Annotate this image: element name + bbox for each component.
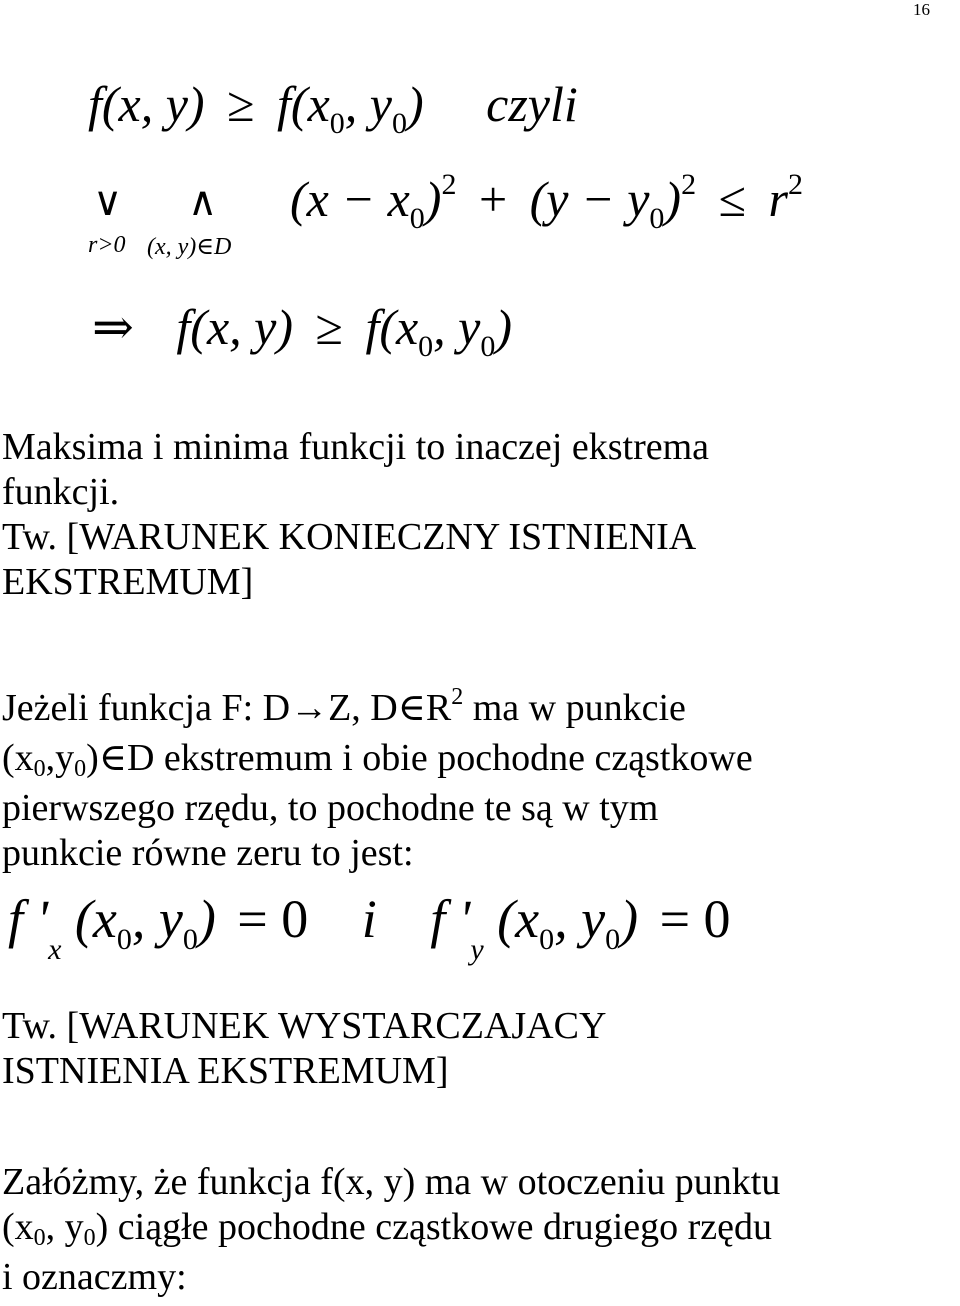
partial-fx: f ' [8, 889, 49, 949]
argument-close: ) [197, 889, 216, 949]
geq-symbol: ≥ [227, 76, 255, 132]
formula-sep: , y [433, 299, 481, 355]
exponent: 2 [681, 168, 697, 201]
formula-close: ) [406, 76, 424, 132]
text-line [2, 736, 753, 786]
term-y: (y − y [529, 171, 650, 227]
exponent: 2 [788, 168, 803, 201]
theorem-heading: Tw. [WARUNEK WYSTARCZAJACY [2, 1005, 607, 1047]
subscript: 0 [74, 756, 87, 782]
text-span: (x [2, 737, 34, 779]
implies-symbol: ⇒ [92, 299, 134, 355]
text-span: Z, D [328, 687, 398, 729]
text-line: Załóżmy, że funkcja f(x, y) ma w otoczeniu punktu [2, 1161, 781, 1203]
text-span: ) ciągłe pochodne cząstkowe drugiego rzędu [95, 1206, 772, 1248]
equals-zero: = 0 [659, 889, 731, 949]
formula-implication [92, 298, 513, 363]
subscript: 0 [409, 202, 425, 235]
paren-close: ) [424, 171, 442, 227]
paragraph-extrema [2, 425, 709, 605]
plus-symbol: + [478, 171, 508, 227]
text-line [2, 686, 753, 736]
superscript: 2 [451, 684, 464, 710]
text-line: funkcji. [2, 471, 120, 513]
argument-close: ) [620, 889, 639, 949]
paren-close: ) [664, 171, 682, 227]
formula-inequality [88, 75, 578, 140]
subscript: 0 [83, 1225, 96, 1251]
leq-symbol: ≤ [718, 171, 747, 227]
text-line [2, 1205, 780, 1255]
text-span: , y [45, 1206, 84, 1248]
quantifier-range-r: r>0 [88, 232, 126, 258]
subscript: 0 [418, 330, 434, 363]
subscript: y [470, 933, 484, 966]
subscript: 0 [329, 107, 345, 140]
formula-rhs: f(x [277, 76, 330, 132]
arrow-symbol: → [290, 687, 329, 729]
paragraph-condition [2, 686, 753, 876]
quantifier-exists: ∨ [93, 179, 123, 224]
geq-symbol: ≥ [315, 299, 343, 355]
theorem-heading: ISTNIENIA EKSTREMUM] [2, 1050, 449, 1092]
text-line: pierwszego rzędu, to pochodne te są w tym [2, 787, 659, 829]
subscript: 0 [605, 923, 621, 956]
text-line: punkcie równe zeru to jest: [2, 832, 414, 874]
formula-partials [8, 888, 731, 966]
argument-open: (x [497, 889, 540, 949]
formula-rhs: f(x [365, 299, 419, 355]
exponent: 2 [441, 168, 457, 201]
formula-disc [290, 168, 803, 235]
paragraph-sufficient [2, 1004, 606, 1094]
theorem-heading: Tw. [WARUNEK KONIECZNY ISTNIENIA [2, 516, 697, 558]
radius-r: r [768, 171, 788, 227]
text-span: Jeżeli funkcja F: D [2, 687, 291, 729]
conjunction-i: i [361, 889, 377, 949]
term-x: (x − x [290, 171, 410, 227]
text-span: ma w punkcie [463, 687, 686, 729]
element-of-symbol: ∈ [98, 737, 127, 779]
subscript: 0 [116, 923, 132, 956]
subscript: 0 [539, 923, 555, 956]
paragraph-assumption [2, 1160, 780, 1300]
text-span: R [425, 687, 452, 729]
text-span: ) [86, 737, 99, 779]
text-span: D ekstremum i obie pochodne cząstkowe [126, 737, 753, 779]
page-number: 16 [913, 0, 930, 19]
partial-fy: f ' [430, 889, 471, 949]
text-line: Maksima i minima funkcji to inaczej ekstrema [2, 426, 710, 468]
subscript: 0 [649, 202, 665, 235]
argument-open: (x [74, 889, 117, 949]
word-czyli: czyli [486, 76, 578, 132]
quantifier-forall: ∧ [188, 179, 218, 224]
equals-zero: = 0 [237, 889, 309, 949]
argument-sep: , y [554, 889, 606, 949]
formula-lhs: f(x, y) [176, 299, 293, 355]
subscript: 0 [33, 1225, 46, 1251]
subscript: 0 [33, 756, 46, 782]
argument-sep: , y [131, 889, 183, 949]
element-of-symbol: ∈ [397, 687, 426, 729]
subscript: x [48, 933, 62, 966]
subscript: 0 [480, 330, 496, 363]
formula-close: ) [495, 299, 513, 355]
formula-sep: , y [344, 76, 392, 132]
subscript: 0 [391, 107, 407, 140]
text-span: (x [2, 1206, 34, 1248]
subscript: 0 [182, 923, 198, 956]
quantifier-range-xy: (x, y)∈D [147, 234, 232, 260]
text-line: i oznaczmy: [2, 1256, 187, 1298]
theorem-heading: EKSTREMUM] [2, 561, 254, 603]
text-span: ,y [45, 737, 75, 779]
formula-lhs: f(x, y) [88, 76, 205, 132]
